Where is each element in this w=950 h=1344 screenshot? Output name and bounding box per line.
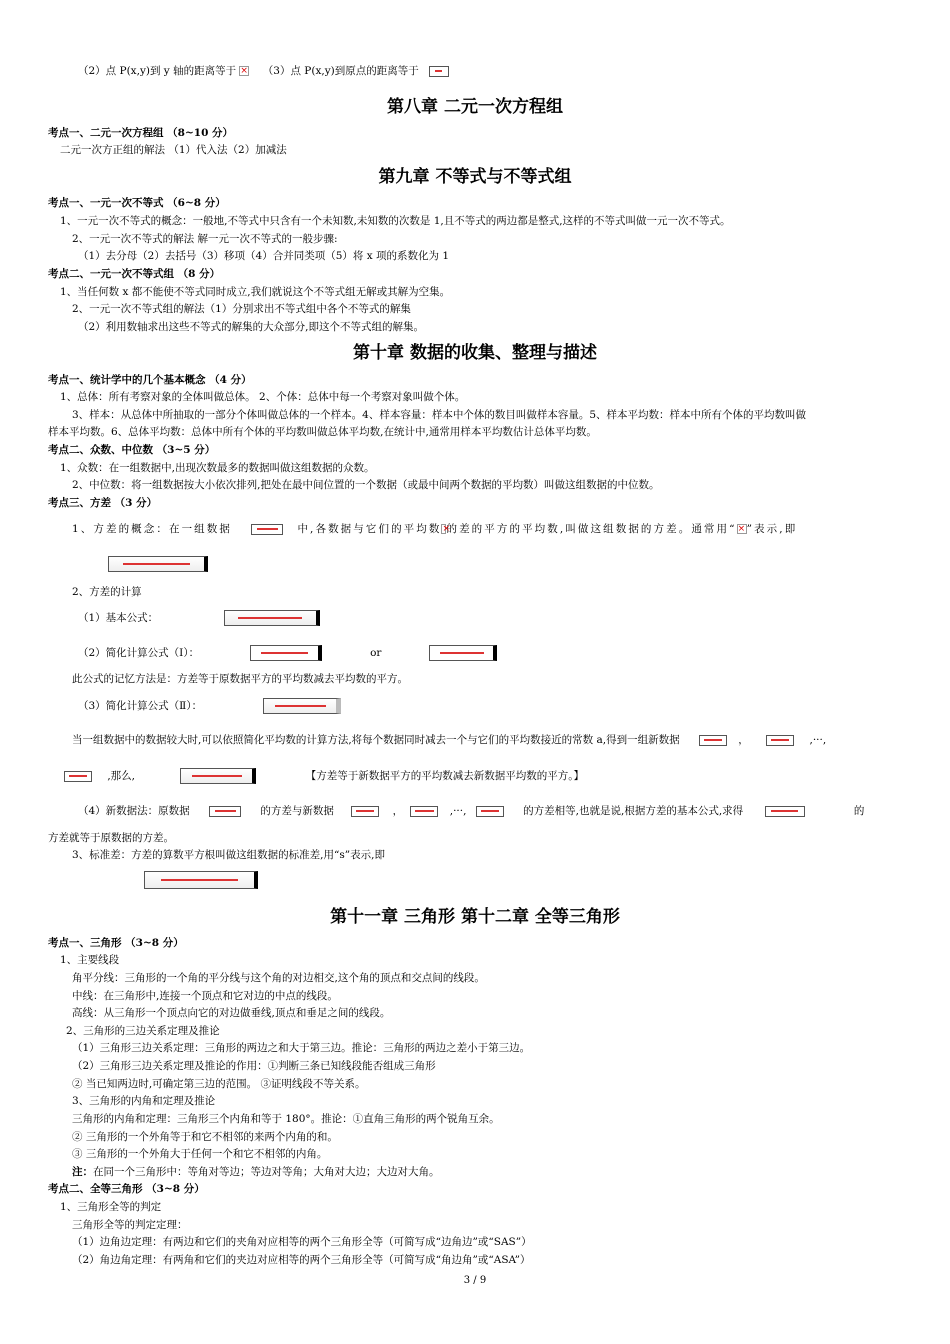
text-line: 高线：从三角形一个顶点向它的对边做垂线,顶点和垂足之间的线段。 <box>72 1007 391 1019</box>
chapter-title: 第八章 二元一次方程组 <box>387 97 563 117</box>
text-line: 三角形全等的判定定理： <box>72 1219 188 1231</box>
text: （3）点 P(x,y)到原点的距离等于 <box>262 65 419 77</box>
text-line: ② 当已知两边时,可确定第三边的范围。 ③证明线段不等关系。 <box>72 1078 366 1090</box>
formula-image <box>699 735 727 746</box>
formula-image <box>410 806 438 817</box>
formula-image <box>476 806 504 817</box>
broken-image-icon <box>737 524 747 534</box>
text: 中,各数据与它们的平均数 <box>297 523 442 535</box>
text: 的方差与新数据 <box>260 805 334 817</box>
section-heading: 考点一、二元一次方程组 （8~10 分） <box>48 127 234 139</box>
text: 在同一个三角形中：等角对等边；等边对等角；大角对大边；大边对大角。 <box>93 1166 440 1178</box>
section-heading: 考点二、全等三角形 （3~8 分） <box>48 1183 205 1195</box>
page-number: 3 / 9 <box>463 1275 487 1286</box>
text-line: （1）去分母（2）去括号（3）移项（4）合并同类项（5）将 x 项的系数化为 1 <box>78 250 450 262</box>
text: （4）新数据法：原数据 <box>78 805 190 817</box>
formula-image <box>766 735 794 746</box>
formula-line <box>108 556 208 572</box>
text-line: 2、中位数：将一组数据按大小依次排列,把处在最中间位置的一个数据（或最中间两个数据的平均数）叫做这组数据的中位数。 <box>72 479 660 491</box>
text-line: 方差就等于原数据的方差。 <box>48 832 174 844</box>
broken-image-icon <box>239 66 249 76</box>
formula-image <box>180 768 256 784</box>
text-line: 1、三角形全等的判定 <box>60 1201 162 1213</box>
formula-image <box>224 610 320 626</box>
text: ,···, <box>449 805 467 817</box>
text-line: 1、当任何数 x 都不能使不等式同时成立,我们就说这个不等式组无解或其解为空集。 <box>60 286 451 298</box>
formula-image <box>209 806 241 817</box>
text-line: 1、主要线段 <box>60 954 120 966</box>
text-line: 3、样本：从总体中所抽取的一部分个体叫做总体的一个样本。4、样本容量：样本中个体的数目叫做样本容量。5、样本平均数：样本中所有个体的平均数叫做 <box>72 409 807 421</box>
section-heading: 考点一、三角形 （3~8 分） <box>48 937 184 949</box>
text-line: （2）利用数轴求出这些不等式的解集的大众部分,即这个不等式组的解集。 <box>78 321 425 333</box>
text: ， <box>738 734 749 746</box>
text-line <box>78 804 864 818</box>
text: ,那么, <box>107 770 136 782</box>
chapter-title: 第十章 数据的收集、整理与描述 <box>353 343 597 363</box>
text: 当一组数据中的数据较大时,可以依照简化平均数的计算方法,将每个数据同时减去一个与它们的平均数接近的常数 a,得到一组新数据 <box>72 734 680 746</box>
formula-image <box>64 771 92 782</box>
formula-line <box>144 871 258 889</box>
text-line: 2、方差的计算 <box>72 586 142 598</box>
text: （1）基本公式： <box>78 612 159 624</box>
text-line: ③ 三角形的一个外角大于任何一个和它不相邻的内角。 <box>72 1148 328 1160</box>
chapter-title: 第九章 不等式与不等式组 <box>378 167 572 187</box>
formula-image <box>263 698 341 714</box>
text: 注： <box>72 1166 93 1178</box>
formula-image <box>250 645 322 661</box>
text-line: 3、标准差：方差的算数平方根叫做这组数据的标准差,用“s”表示,即 <box>72 849 385 861</box>
formula-image <box>251 524 283 535</box>
text: ”表示,即 <box>746 523 798 535</box>
text-line: （2）三角形三边关系定理及推论的作用：①判断三条已知线段能否组成三角形 <box>72 1060 436 1072</box>
text: 【方差等于新数据平方的平均数减去新数据平均数的平方。】 <box>305 770 584 782</box>
text: （3）简化计算公式（Ⅱ）： <box>78 700 203 712</box>
text-line <box>78 610 320 626</box>
text-line <box>72 733 826 747</box>
formula-image <box>429 66 449 77</box>
formula-image <box>351 806 379 817</box>
text-line: （2）角边角定理：有两角和它们的夹边对应相等的两个三角形全等（可简写成“角边角”或“ASA”） <box>72 1254 531 1266</box>
formula-image <box>429 645 497 661</box>
text-line: 3、三角形的内角和定理及推论 <box>72 1095 216 1107</box>
formula-image <box>765 806 805 817</box>
text-line: 2、三角形的三边关系定理及推论 <box>66 1025 220 1037</box>
text-line: 2、一元一次不等式的解法 解一元一次不等式的一般步骤: <box>72 233 338 245</box>
text-line: 角平分线：三角形的一个角的平分线与这个角的对边相交,这个角的顶点和交点间的线段。 <box>72 972 485 984</box>
text-line <box>78 64 449 78</box>
text-line: 2、一元一次不等式组的解法（1）分别求出不等式组中各个不等式的解集 <box>72 303 411 315</box>
text-line <box>78 645 497 661</box>
text: 的差的平方的平均数,叫做这组数据的方差。通常用“ <box>446 523 737 535</box>
section-heading: 考点三、方差 （3 分） <box>48 497 158 509</box>
section-heading: 考点一、一元一次不等式 （6~8 分） <box>48 197 226 209</box>
broken-image-icon <box>441 524 446 534</box>
text-line <box>78 698 341 714</box>
text: 的 <box>853 805 865 817</box>
text-line: （1）边角边定理：有两边和它们的夹角对应相等的两个三角形全等（可简写成“边角边”或“SAS”） <box>72 1236 532 1248</box>
text-line: 此公式的记忆方法是：方差等于原数据平方的平均数减去平均数的平方。 <box>72 673 408 685</box>
text: （2）简化计算公式（Ⅰ）： <box>78 647 200 659</box>
section-heading: 考点一、统计学中的几个基本概念 （4 分） <box>48 374 252 386</box>
text-line: 1、一元一次不等式的概念：一般地,不等式中只含有一个未知数,未知数的次数是 1,且不等式的两边都是整式,这样的不等式叫做一元一次不等式。 <box>60 215 731 227</box>
text: 1、方差的概念：在一组数据 <box>72 523 232 535</box>
text-line <box>64 768 584 784</box>
text: ， <box>392 805 404 817</box>
text-line <box>72 1165 440 1179</box>
text: ,···, <box>809 734 827 746</box>
formula-image <box>108 556 208 572</box>
text-line: 样本平均数。6、总体平均数：总体中所有个体的平均数叫做总体平均数,在统计中,通常用样本平均数估计总体平均数。 <box>48 426 597 438</box>
formula-image <box>144 871 258 889</box>
text: （2）点 P(x,y)到 y 轴的距离等于 <box>78 65 237 77</box>
text-line <box>72 522 797 536</box>
text-line: 三角形的内角和定理：三角形三个内角和等于 180°。推论：①直角三角形的两个锐角互余。 <box>72 1113 500 1125</box>
text-line: 1、总体：所有考察对象的全体叫做总体。 2、个体：总体中每一个考察对象叫做个体。 <box>60 391 466 403</box>
text-line: 二元一次方正组的解法 （1）代入法（2）加减法 <box>60 144 287 156</box>
text: 的方差相等,也就是说,根据方差的基本公式,求得 <box>523 805 744 817</box>
text: or <box>370 647 382 659</box>
text-line: ② 三角形的一个外角等于和它不相邻的来两个内角的和。 <box>72 1131 338 1143</box>
text-line: 中线：在三角形中,连接一个顶点和它对边的中点的线段。 <box>72 990 338 1002</box>
text-line: （1）三角形三边关系定理：三角形的两边之和大于第三边。推论：三角形的两边之差小于第三边。 <box>72 1042 531 1054</box>
section-heading: 考点二、一元一次不等式组 （8 分） <box>48 268 221 280</box>
section-heading: 考点二、众数、中位数 （3~5 分） <box>48 444 216 456</box>
text-line: 1、众数：在一组数据中,出现次数最多的数据叫做这组数据的众数。 <box>60 462 375 474</box>
chapter-title: 第十一章 三角形 第十二章 全等三角形 <box>330 907 620 927</box>
